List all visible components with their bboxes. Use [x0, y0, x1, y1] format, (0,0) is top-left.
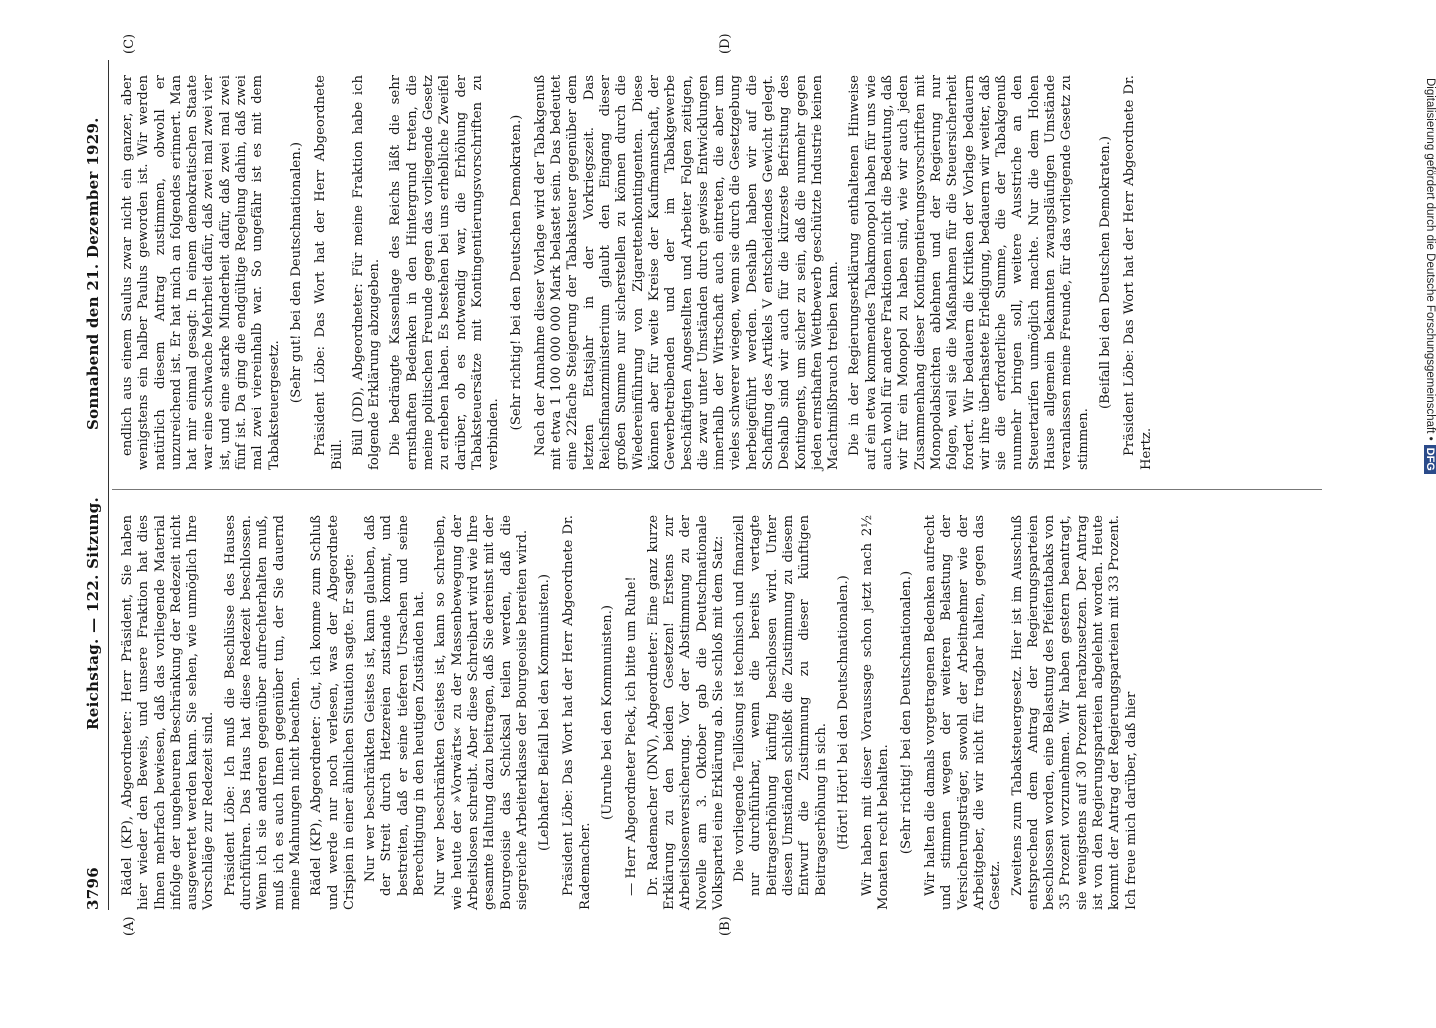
margin-marker-a: (A)	[122, 916, 137, 936]
paragraph: Präsident Löbe: Das Wort hat der Herr Abgeordnete Dr. Rademacher.	[561, 515, 593, 910]
interjection: (Hört! Hört! bei den Deutschnationalen.)	[835, 575, 851, 850]
rotated-document-page	[78, 33, 1318, 936]
paragraph: Präsident Löbe: Das Wort hat der Herr Abgeordnete Dr. Hertz.	[1122, 75, 1154, 470]
paragraph: Rädel (KP), Abgeordneter: Herr Präsident, Sie haben hier wieder den Beweis, und unsere Fraktion hat dies Ihnen mehrfach bewiesen, daß das vorliegende Material infolge der ungeheuren Beschränkung der Redezeit nicht ausgewertet werden kann. Sie sehen, wie unmöglich Ihre Vorschläge zur Redezeit sind.	[120, 515, 217, 910]
paragraph: Die in der Regierungserklärung enthaltenen Hinweise auf ein etwa kommendes Tabakmonopol haben für uns wie auch wohl für andere Fraktionen nicht die Bedeutung, daß wir für ein Monopol zu haben sind, wie wir auch jeden Zusammenhang dieser Kontingentierungsvorschriften mit Monopolabsichten ablehnen und der Regierung nur folgen, weil sie die Maßnahmen für die Steuersicherheit fordert. Wir bedauern die Kritiken der Vorlage bedauern wir ihre überhastete Erledigung, bedauern wir weiter, daß sie die erforderliche Summe, die der Tabakgenuß nunmehr bringen soll, weitere Ausstriche an den Steuertarifen unmöglich machte. Nur die dem Hohen Hause allgemein bekannten zwangsläufigen Umstände veranlassen meine Freunde, für das vorliegende Gesetz zu stimmen.	[847, 75, 1091, 470]
paragraph: Präsident Löbe: Das Wort hat der Herr Abgeordnete Büll.	[313, 75, 345, 470]
page-number: 3796	[84, 867, 102, 910]
paragraph: — Herr Abgeordneter Pieck, ich bitte um Ruhe!	[624, 576, 640, 896]
quote: Die vorliegende Teillösung ist technisch und finanziell nur durchführbar, wenn die bereits vertagte Beitragserhöhung künftig beschlossen wird. Unter diesen Umständen schließt die Zustimmung zu diesem Entwurf die Zustimmung zu dieser künftigen Beitragserhöhung in sich.	[732, 515, 829, 896]
paragraph: endlich aus einem Saulus zwar nicht ein ganzer, aber wenigstens ein halber Paulus geworden ist. Wir werden natürlich diesem Antrag zustimmen, obwohl er unzureichend ist. Er hat mich an folgendes erinnert. Man hat mir einmal gesagt: In einem demokratischen Staate war eine schwache Mehrheit dafür, daß zwei mal zwei vier ist, und eine starke Minderheit dafür, daß zwei mal zwei fünf ist. Da ging die endgültige Regelung dahin, daß zwei mal zwei viereinhalb war. So ungefähr ist es mit dem Tabaksteuergesetz.	[120, 75, 282, 470]
interjection: (Sehr gut! bei den Deutschnationalen.)	[288, 141, 304, 404]
margin-marker-b: (B)	[718, 916, 733, 936]
paragraph: Nach der Annahme dieser Vorlage wird der Tabakgenuß mit etwa 1 100 000 000 Mark belastet sein. Das bedeutet eine 22fache Steigerung der Tabaksteuer gegenüber dem letzten Etatsjahr in der Vorkriegszeit. Das Reichsfinanzministerium glaubt den Eingang dieser großen Summe nur sicherstellen zu können durch die Wiedereinführung von Zigarettenkontingenten. Diese können aber für weite Kreise der Kaufmannschaft, der Gewerbetreibenden und der im Tabakgewerbe beschäftigten Angestellten und Arbeiter Folgen zeitigen, die zwar unter Umständen durch gewisse Entwicklungen innerhalb der Wirtschaft auch eintreten, die aber um vieles schwerer wiegen, wenn sie durch die Gesetzgebung herbeigeführt werden. Deshalb haben wir auf die Schaffung des Artikels V entscheidendes Gewicht gelegt. Deshalb sind wir auch für die kürzeste Befristung des Kontingents, um sicher zu sein, daß die nunmehr gegen jeden ernsthaften Wettbewerb geschützte Industrie keinen Machtmißbrauch treiben kann.	[532, 75, 842, 470]
interjection: (Unruhe bei den Kommunisten.)	[600, 605, 616, 820]
digitization-credit	[1414, 78, 1436, 1028]
interjection: (Sehr richtig! bei den Deutschen Demokraten.)	[508, 114, 524, 431]
paragraph: Rädel (KP), Abgeordneter: Gut, ich komme zum Schluß und werde nur noch verlesen, was der Abgeordnete Crispien in einer ähnlichen Situation sagte. Er sagte:	[309, 515, 357, 910]
paragraph: Büll (DD), Abgeordneter: Für meine Fraktion habe ich folgende Erklärung abzugeben.	[350, 75, 383, 470]
dfg-logo: DFG	[1424, 445, 1436, 474]
interjection: (Sehr richtig! bei den Deutschnationalen.)	[898, 570, 914, 855]
interjection: (Lebhafter Beifall bei den Kommunisten.)	[537, 574, 553, 852]
paragraph: Wir haben mit dieser Voraussage schon jetzt nach 2½ Monaten recht behalten.	[860, 515, 892, 910]
paragraph: Zweitens zum Tabaksteuergesetz. Hier ist im Ausschuß entsprechend dem Antrag der Regierungsparteien beschlossen worden, eine Belastung des Pfeifentabaks von 35 Prozent vorzunehmen. Wir haben gestern beantragt, sie wenigstens auf 30 Prozent herabzusetzen. Der Antrag ist von den Regierungsparteien abgelehnt worden. Heute kommt der Antrag der Regierungsparteien mit 33 Prozent. Ich freue mich darüber, daß hier	[1009, 515, 1139, 910]
session-title: Reichstag. — 122. Sitzung.	[84, 496, 102, 730]
interjection: (Beifall bei den Deutschen Demokraten.)	[1097, 135, 1113, 410]
paragraph: Präsident Löbe: Ich muß die Beschlüsse des Hauses durchführen. Das Haus hat diese Redezeit beschlossen. Wenn ich sie anderen gegenüber aufrechterhalten muß, muß ich es auch Ihnen gegenüber tun, der Sie dauernd meine Mahnungen nicht beachten.	[222, 515, 303, 910]
paragraph: Die bedrängte Kassenlage des Reichs läßt die sehr ernsthaften Bedenken in den Hintergrund treten, die meine politischen Freunde gegen das vorliegende Gesetz zu erheben haben. Es bestehen bei uns erhebliche Zweifel darüber, ob es notwendig war, die Erhöhung der Tabaksteuersätze mit Kontingentierungsvorschriften zu verbinden.	[388, 75, 502, 470]
paragraph: Wir halten die damals vorgetragenen Bedenken aufrecht und stimmen wegen der weiteren Belastung der Versicherungsträger, sowohl der Arbeitnehmer wie der Arbeitgeber, die wir nicht für tragbar halten, gegen das Gesetz.	[923, 515, 1004, 910]
quote: Nur wer beschränkten Geistes ist, kann glauben, daß der Streit durch Hetzereien zustande kommt, und bestreiten, daß er seine tieferen Ursachen und seine Berechtigung in den heutigen Zuständen hat.	[363, 515, 428, 896]
paragraph: Dr. Rademacher (DNV), Abgeordneter: Eine ganz kurze Erklärung zu den beiden Gesetzen! Erstens zur Arbeitslosenversicherung. Vor der Abstimmung zu der Novelle am 3. Oktober gab die Deutschnationale Volkspartei eine Erklärung ab. Sie schloß mit dem Satz:	[645, 515, 726, 910]
margin-marker-c: (C)	[122, 33, 137, 54]
text-column-left	[120, 515, 1139, 910]
credit-text: Digitalisierung gefördert durch die Deutsche Forschungsgemeinschaft •	[1424, 78, 1436, 441]
paragraph: Nur wer beschränkten Geistes ist, kann so schreiben, wie heute der »Vorwärts« zu der Massenbewegung der Arbeitslosen schreibt. Aber diese Schreibart wird wie Ihre gesamte Haltung dazu beitragen, daß Sie dereinst mit der Bourgeoisie das Schicksal teilen werden, daß die siegreiche Arbeiterklasse der Bourgeoisie bereiten wird.	[433, 515, 530, 910]
session-date: Sonnabend den 21. Dezember 1929.	[84, 117, 102, 430]
column-divider	[112, 489, 1322, 490]
margin-marker-d: (D)	[718, 33, 733, 54]
header-rule	[108, 60, 109, 910]
running-header	[78, 60, 106, 910]
text-column-right	[120, 75, 1310, 470]
